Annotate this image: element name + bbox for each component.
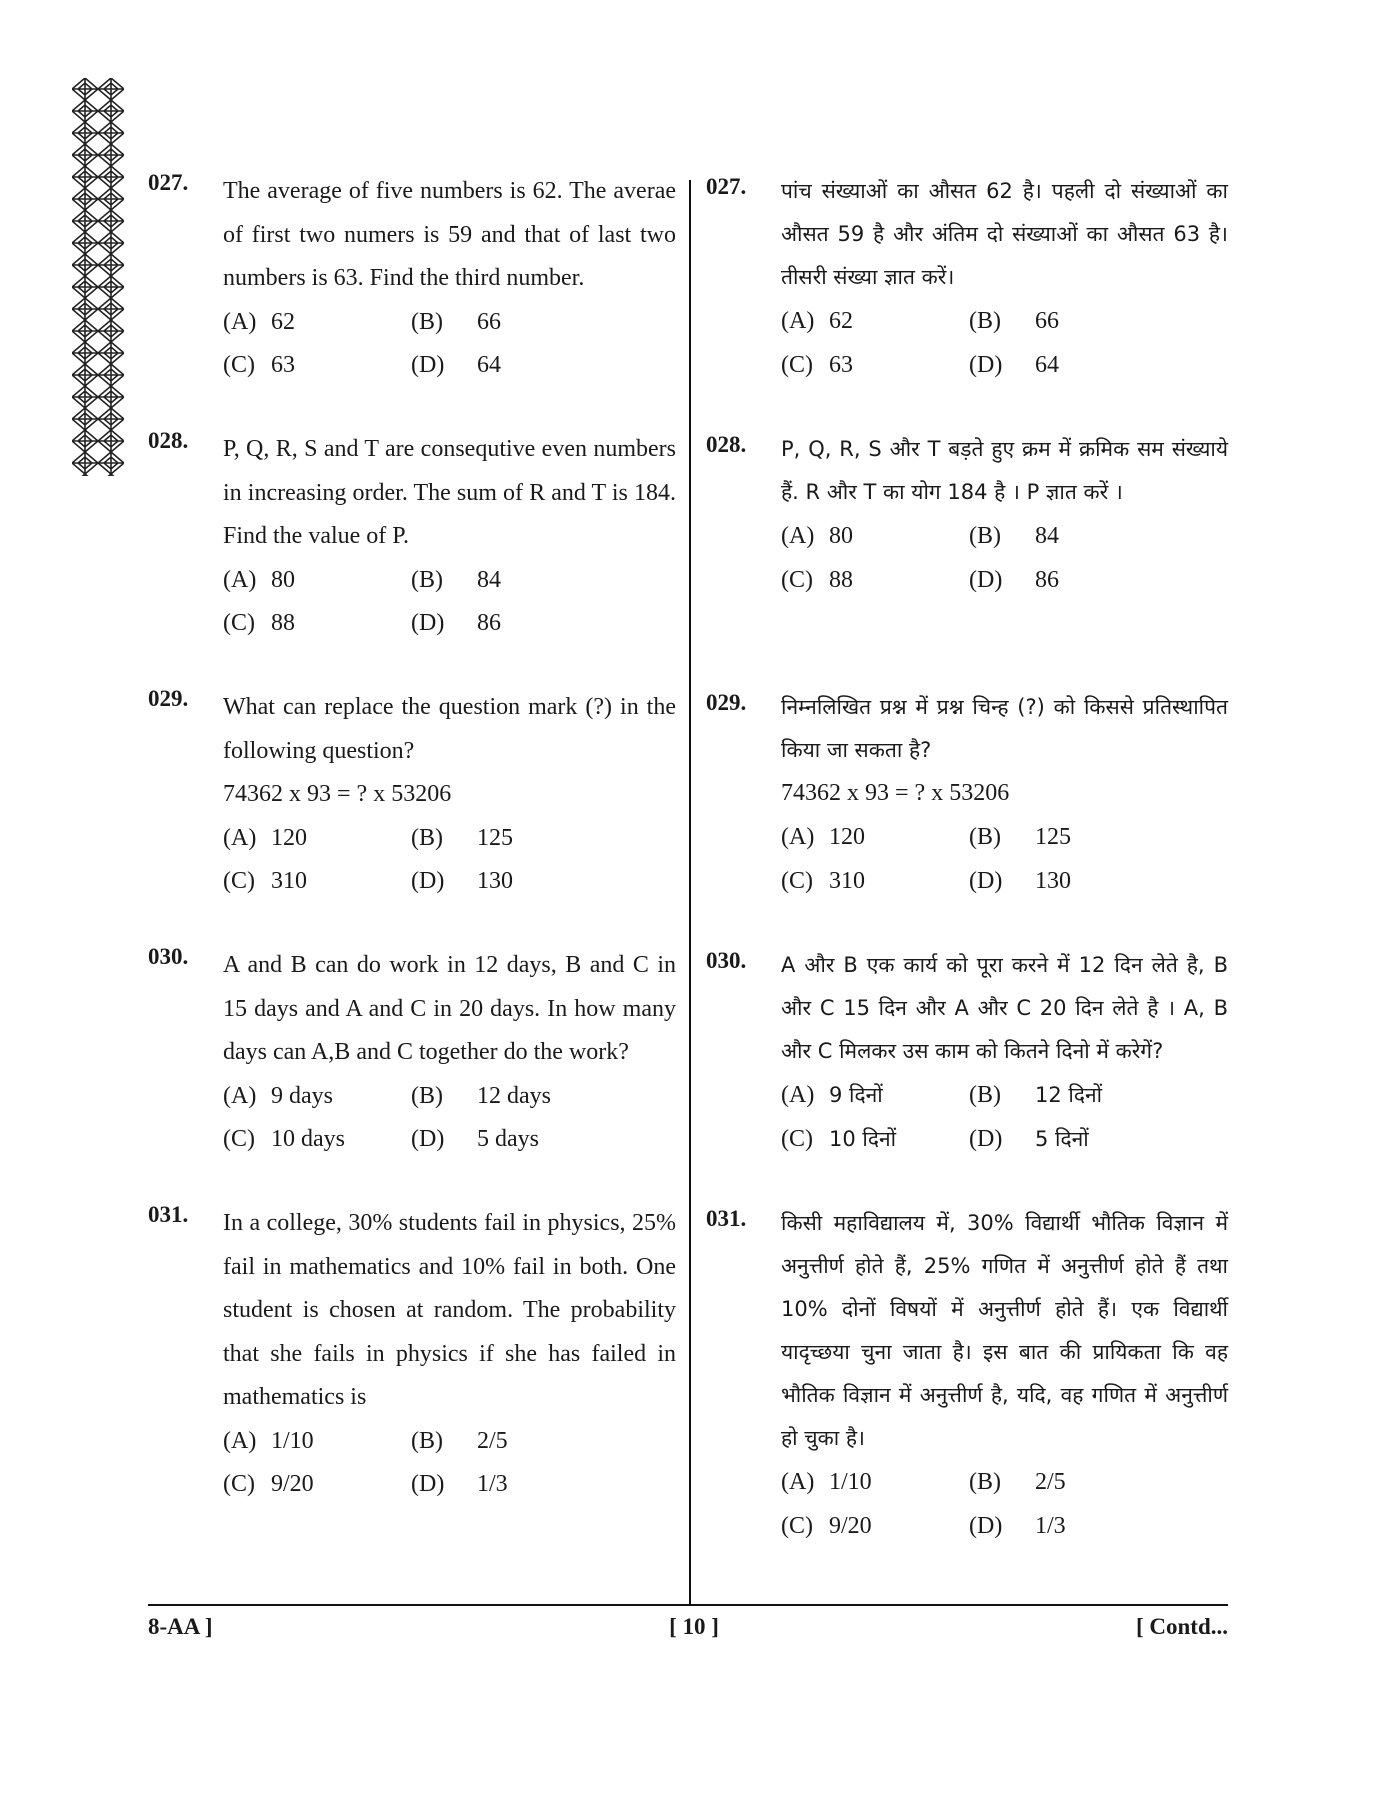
booklet-code: 8-AA ] <box>148 1614 213 1639</box>
option-d[interactable]: (D) 1/3 <box>411 1471 508 1497</box>
option-b[interactable]: (B) 84 <box>969 523 1059 549</box>
option-a[interactable]: (A) 80 <box>781 523 853 549</box>
question-027-hi <box>706 170 1228 387</box>
option-d[interactable]: (D) 5 days <box>411 1126 539 1152</box>
options <box>223 1075 676 1162</box>
option-b[interactable]: (B) 125 <box>969 824 1071 850</box>
question-028-hi <box>706 428 1228 602</box>
option-a[interactable]: (A) 120 <box>223 824 307 851</box>
option-d[interactable]: (D) 86 <box>969 567 1059 593</box>
question-expression: 74362 x 93 = ? x 53206 <box>223 781 452 807</box>
question-027-en <box>148 170 676 388</box>
question-text: In a college, 30% students fail in physics, 25% fail in mathematics and 10% fail in both. One student is chosen at random. The probability that she fails in physics if she has failed in mathematics is <box>223 1210 676 1410</box>
question-number: 030. <box>706 948 747 973</box>
option-b[interactable]: (B) 66 <box>969 308 1059 334</box>
option-b[interactable]: (B) 84 <box>411 566 501 593</box>
decorative-border-pattern <box>72 78 124 476</box>
options <box>781 1073 1228 1161</box>
question-number: 027. <box>706 174 747 199</box>
options <box>781 514 1228 602</box>
question-028-en <box>148 428 676 646</box>
option-c[interactable]: (C) 310 <box>223 868 307 894</box>
question-number: 030. <box>148 944 189 969</box>
question-number: 028. <box>148 428 189 453</box>
options <box>223 301 676 388</box>
continued-label: [ Contd... <box>1135 1614 1228 1639</box>
option-a[interactable]: (A) 62 <box>223 308 295 335</box>
question-029-hi <box>706 686 1228 903</box>
question-text: A and B can do work in 12 days, B and C in 15 days and A and C in 20 days. In how many days can A,B and C together do the work? <box>223 952 676 1065</box>
option-c[interactable]: (C) 88 <box>223 610 295 636</box>
question-number: 031. <box>148 1202 189 1227</box>
option-a[interactable]: (A) 9 days <box>223 1082 333 1109</box>
option-c[interactable]: (C) 9/20 <box>223 1471 314 1497</box>
option-b[interactable]: (B) 12 days <box>411 1082 551 1109</box>
question-number: 029. <box>148 686 189 711</box>
question-number: 031. <box>706 1206 747 1231</box>
option-c[interactable]: (C) 63 <box>223 352 295 378</box>
option-a[interactable]: (A) 9 दिनों <box>781 1082 883 1108</box>
option-b[interactable]: (B) 2/5 <box>411 1427 508 1454</box>
question-text: निम्नलिखित प्रश्न में प्रश्न चिन्ह (?) को किससे प्रतिस्थापित किया जा सकता है? <box>781 695 1228 762</box>
question-text: The average of five numbers is 62. The averae of first two numers is 59 and that of last two numbers is 63. Find the third number. <box>223 178 676 291</box>
question-029-en <box>148 686 676 904</box>
option-d[interactable]: (D) 64 <box>411 352 501 378</box>
column-divider <box>689 180 691 1605</box>
option-a[interactable]: (A) 120 <box>781 824 865 850</box>
question-text: P, Q, R, S and T are consequtive even numbers in increasing order. The sum of R and T is 184. Find the value of P. <box>223 436 676 549</box>
option-d[interactable]: (D) 5 दिनों <box>969 1126 1089 1152</box>
option-c[interactable]: (C) 63 <box>781 352 853 378</box>
option-b[interactable]: (B) 2/5 <box>969 1469 1066 1495</box>
option-b[interactable]: (B) 66 <box>411 308 501 335</box>
option-d[interactable]: (D) 130 <box>969 868 1071 894</box>
option-a[interactable]: (A) 1/10 <box>223 1427 314 1454</box>
question-number: 029. <box>706 690 747 715</box>
option-c[interactable]: (C) 10 दिनों <box>781 1126 897 1152</box>
option-b[interactable]: (B) 125 <box>411 824 513 851</box>
options <box>223 1420 676 1507</box>
question-030-en <box>148 944 676 1162</box>
footer-rule <box>148 1604 1228 1606</box>
option-d[interactable]: (D) 130 <box>411 868 513 894</box>
options <box>223 559 676 646</box>
question-text: किसी महाविद्यालय में, 30% विद्यार्थी भौतिक विज्ञान में अनुत्तीर्ण होते हैं, 25% गणित में अनुत्तीर्ण होते हैं तथा 10% दोनों विषयों में अनुत्तीर्ण होते हैं। एक विद्यार्थी यादृच्छया चुना जाता है। इस बात की प्रायिकता कि वह भौतिक विज्ञान में अनुत्तीर्ण है, यदि, वह गणित में अनुत्तीर्ण हो चुका है। <box>781 1211 1228 1450</box>
option-c[interactable]: (C) 88 <box>781 567 853 593</box>
options <box>223 817 676 904</box>
options <box>781 1460 1228 1548</box>
question-text: What can replace the question mark (?) in the following question? <box>223 694 676 764</box>
question-031-en <box>148 1202 676 1507</box>
option-a[interactable]: (A) 80 <box>223 566 295 593</box>
options <box>781 815 1228 903</box>
question-number: 028. <box>706 432 747 457</box>
option-a[interactable]: (A) 62 <box>781 308 853 334</box>
option-c[interactable]: (C) 310 <box>781 868 865 894</box>
option-c[interactable]: (C) 10 days <box>223 1126 345 1152</box>
question-text: पांच संख्याओं का औसत 62 है। पहली दो संख्याओं का औसत 59 है और अंतिम दो संख्याओं का औसत 63 है। तीसरी संख्या ज्ञात करें। <box>781 179 1228 289</box>
question-expression: 74362 x 93 = ? x 53206 <box>781 780 1010 806</box>
question-text: P, Q, R, S और T बड़ते हुए क्रम में क्रमिक सम संख्याये हैं. R और T का योग 184 है । P ज्ञात करें । <box>781 437 1228 504</box>
question-031-hi <box>706 1202 1228 1548</box>
option-d[interactable]: (D) 64 <box>969 352 1059 378</box>
options <box>781 299 1228 387</box>
option-c[interactable]: (C) 9/20 <box>781 1513 872 1539</box>
question-030-hi <box>706 944 1228 1161</box>
option-d[interactable]: (D) 86 <box>411 610 501 636</box>
option-b[interactable]: (B) 12 दिनों <box>969 1082 1103 1108</box>
option-d[interactable]: (D) 1/3 <box>969 1513 1066 1539</box>
option-a[interactable]: (A) 1/10 <box>781 1469 872 1495</box>
page-number: [ 10 ] <box>669 1614 719 1639</box>
question-text: A और B एक कार्य को पूरा करने में 12 दिन लेते है, B और C 15 दिन और A और C 20 दिन लेते है । A, B और C मिलकर उस काम को कितने दिनो में करेगें? <box>781 953 1228 1063</box>
question-number: 027. <box>148 170 189 195</box>
